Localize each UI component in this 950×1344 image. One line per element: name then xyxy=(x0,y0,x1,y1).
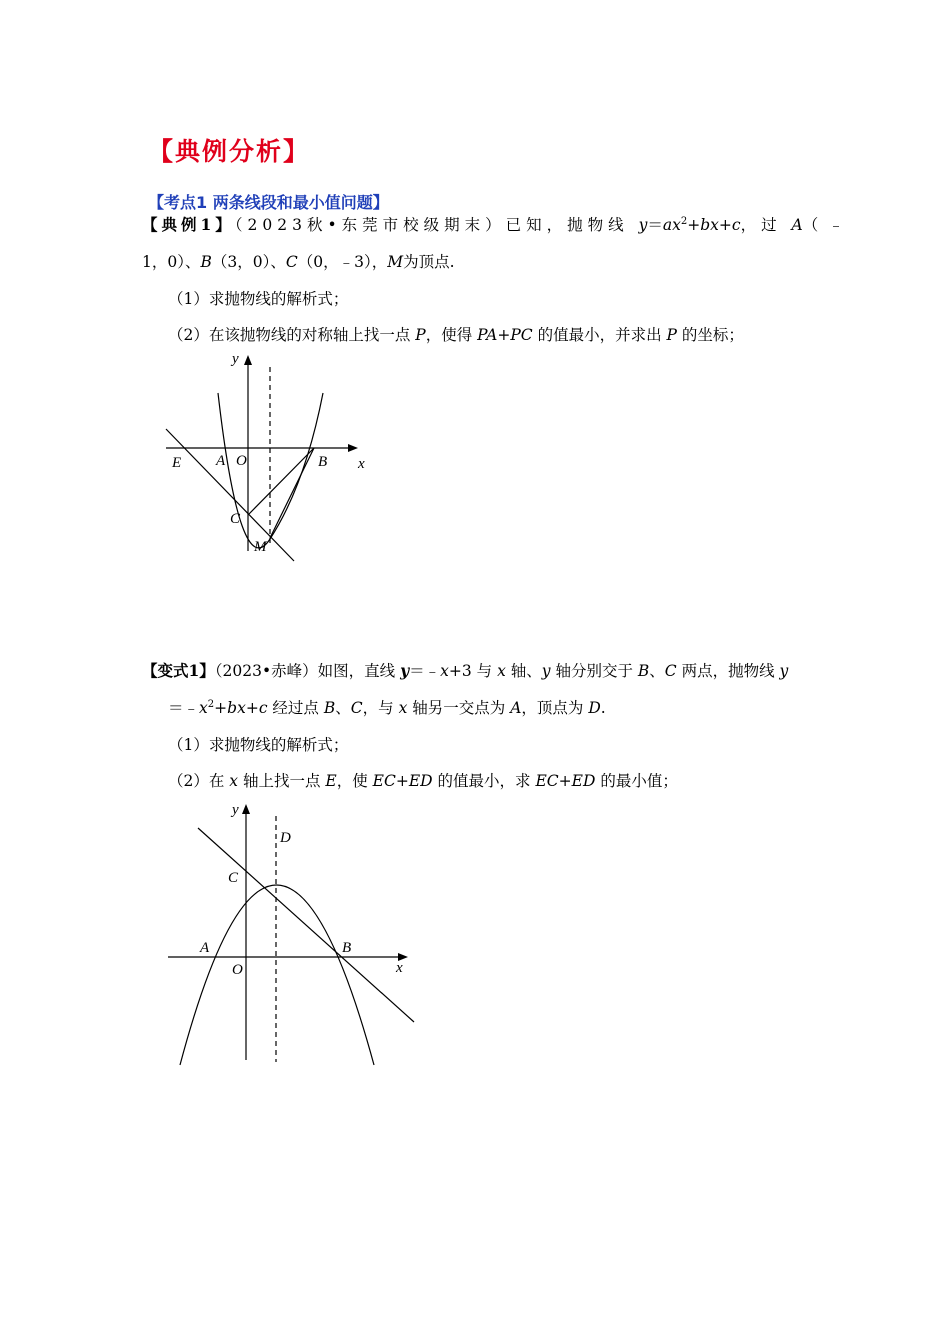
example1-text: （3，0）、 xyxy=(211,253,286,271)
point-d: D xyxy=(588,699,601,717)
point-b: B xyxy=(200,253,212,271)
segment-ed: ED xyxy=(408,772,433,790)
variant1-line1 xyxy=(142,660,788,682)
variant1-line2 xyxy=(168,697,606,719)
point-p: P xyxy=(415,326,426,344)
point-m: M xyxy=(387,253,404,271)
eq-sup: 2 xyxy=(680,215,688,227)
eq-plus: + xyxy=(687,216,701,234)
label-a: A xyxy=(216,453,226,469)
v-text: 、 xyxy=(649,662,665,680)
q-plus: + xyxy=(558,772,572,790)
point-p: P xyxy=(666,326,677,344)
variant1-question2 xyxy=(168,770,678,792)
y-arrow xyxy=(244,355,252,365)
point-c: C xyxy=(350,699,363,717)
label-b: B xyxy=(318,454,328,470)
q-text: 的值最小，求 xyxy=(432,772,536,790)
q-text: 的值最小，并求出 xyxy=(532,326,667,344)
eq-y: y xyxy=(638,216,648,234)
point-b: B xyxy=(323,699,336,717)
label-c: C xyxy=(228,870,239,886)
label-b: B xyxy=(342,940,352,956)
variant1-figure xyxy=(160,800,420,1070)
segment-pa: PA xyxy=(477,326,498,344)
label-e: E xyxy=(172,455,182,471)
example1-line1 xyxy=(142,214,854,236)
point-a: A xyxy=(791,216,803,234)
v-plus: + xyxy=(245,699,259,717)
q-text: ，使得 xyxy=(425,326,478,344)
q-text: ，使 xyxy=(336,772,373,790)
point-e: E xyxy=(325,772,337,790)
v-text: 轴、 xyxy=(505,662,542,680)
example1-tag: 【典例1】 xyxy=(142,215,235,234)
q-plus: + xyxy=(497,326,511,344)
label-a: A xyxy=(200,940,210,956)
example1-question2 xyxy=(168,324,744,346)
variant1-question1: （1）求抛物线的解析式； xyxy=(168,736,349,754)
segment-mb xyxy=(270,448,314,538)
eq-c: c xyxy=(731,216,741,234)
example1-text: 已知，抛物线 xyxy=(505,216,639,234)
v-sup: 2 xyxy=(207,698,215,710)
example1-text: （﹣ xyxy=(802,216,854,234)
segment-ed: ED xyxy=(571,772,596,790)
v-text: . xyxy=(600,699,606,717)
q-plus: + xyxy=(395,772,409,790)
parabola xyxy=(180,885,374,1065)
v-text: ，顶点为 xyxy=(521,699,589,717)
q-text: 轴上找一点 xyxy=(238,772,326,790)
label-y: y xyxy=(232,802,239,818)
q-text: （2）在 xyxy=(168,772,230,790)
v-x: x xyxy=(440,662,449,680)
point-b: B xyxy=(637,662,650,680)
variant1-source: （2023•赤峰） xyxy=(214,662,318,680)
point-c: C xyxy=(285,253,298,271)
v-text: +3 与 xyxy=(448,662,498,680)
example1-question1: （1）求抛物线的解析式； xyxy=(168,290,349,308)
q-text: 的坐标； xyxy=(676,326,744,344)
label-m: M xyxy=(254,539,267,555)
segment-ec: EC xyxy=(372,772,396,790)
v-y: y xyxy=(779,662,789,680)
v-y: y xyxy=(400,661,410,680)
eq-bx: bx xyxy=(700,216,719,234)
v-x: x xyxy=(199,699,208,717)
segment-cb xyxy=(248,448,314,515)
v-bx: bx xyxy=(227,699,246,717)
q-text: （2）在该抛物线的对称轴上找一点 xyxy=(168,326,416,344)
label-d: D xyxy=(280,830,291,846)
v-text: 经过点 xyxy=(267,699,324,717)
v-y: y xyxy=(541,662,551,680)
eq-equals: ＝ xyxy=(647,216,663,234)
label-o: O xyxy=(236,453,247,469)
v-x: x xyxy=(497,662,506,680)
section-title: 【典例分析】 xyxy=(148,137,311,166)
v-text: 轴另一交点为 xyxy=(407,699,511,717)
x-arrow xyxy=(348,444,358,452)
v-plus: + xyxy=(214,699,228,717)
example1-text: 为顶点. xyxy=(403,253,455,271)
knowledge-point-title: 【考点1 两条线段和最小值问题】 xyxy=(148,193,389,212)
eq-ax: ax xyxy=(662,216,681,234)
label-o: O xyxy=(232,962,243,978)
example1-text: ，过 xyxy=(740,216,792,234)
segment-pc: PC xyxy=(510,326,533,344)
v-text: 如图，直线 xyxy=(317,662,401,680)
segment-ec: EC xyxy=(535,772,559,790)
point-a: A xyxy=(510,699,522,717)
v-text: 轴分别交于 xyxy=(550,662,638,680)
line-ecm xyxy=(166,429,294,561)
label-c: C xyxy=(230,511,241,527)
v-text: ＝﹣ xyxy=(409,662,441,680)
v-c: c xyxy=(258,699,268,717)
v-text: ＝﹣ xyxy=(168,699,200,717)
v-x: x xyxy=(398,699,408,717)
example1-figure xyxy=(160,345,380,570)
example1-source: （2023秋•东莞市校级期末） xyxy=(234,216,506,234)
example1-line2 xyxy=(142,251,455,273)
label-y: y xyxy=(232,351,239,367)
example1-text: 1，0）、 xyxy=(142,253,201,271)
eq-plus: + xyxy=(718,216,732,234)
label-x: x xyxy=(396,960,403,976)
v-text: ，与 xyxy=(362,699,399,717)
v-x: x xyxy=(229,772,239,790)
v-text: 、 xyxy=(335,699,351,717)
variant1-tag: 【变式1】 xyxy=(142,661,215,680)
q-text: 的最小值； xyxy=(595,772,678,790)
point-c: C xyxy=(664,662,677,680)
v-text: 两点，抛物线 xyxy=(676,662,780,680)
example1-text: （0，﹣3）， xyxy=(297,253,388,271)
label-x: x xyxy=(358,456,365,472)
y-arrow xyxy=(242,804,250,814)
